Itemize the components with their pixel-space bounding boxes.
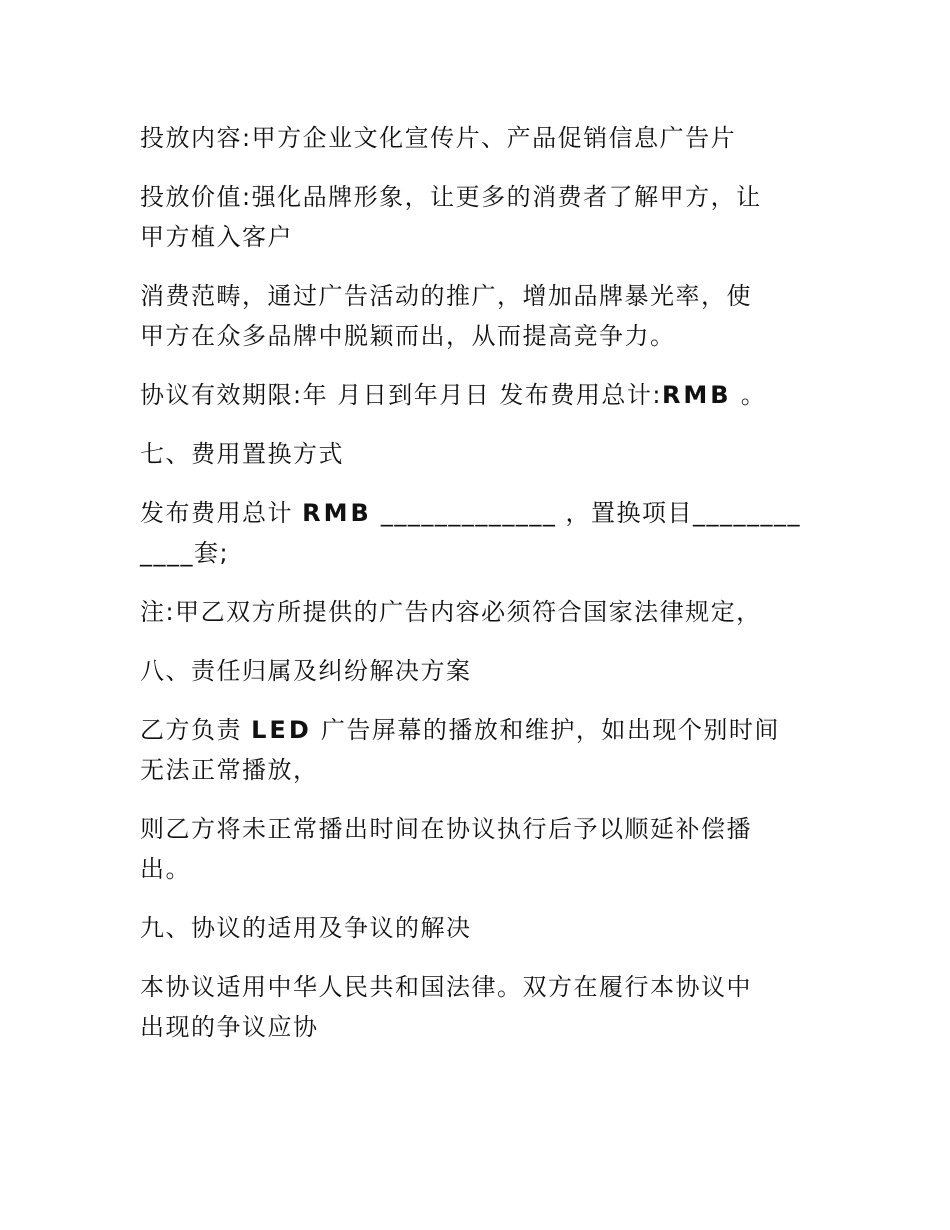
line: 本协议适用中华人民共和国法律。双方在履行本协议中: [140, 973, 752, 1001]
section-heading-7: [140, 434, 810, 474]
line: 则乙方将未正常播出时间在协议执行后予以顺延补偿播: [140, 815, 752, 843]
line: 投放内容:甲方企业文化宣传片、产品促销信息广告片: [140, 124, 737, 152]
text-segment: 发布费用总计: [140, 499, 303, 527]
document-body: [140, 118, 810, 1066]
text-segment: 协议有效期限:年 月日到年月日 发布费用总计:: [140, 381, 662, 409]
section-heading-8: [140, 651, 810, 691]
text-segment: ____套;: [140, 539, 230, 567]
paragraph-term-fee: [140, 375, 810, 415]
paragraph-compensation: [140, 809, 810, 889]
line: 甲方在众多品牌中脱颖而出，从而提高竞争力。: [140, 322, 676, 350]
paragraph-value: [140, 177, 810, 257]
text-segment: 无法正常播放，: [140, 756, 319, 784]
heading-text: 七、费用置换方式: [140, 440, 344, 468]
led-term: LED: [251, 716, 312, 744]
text-segment: 广告屏幕的播放和维护，如出现个别时间: [311, 716, 780, 744]
paragraph-note: [140, 592, 810, 632]
currency-rmb: RMB: [661, 381, 732, 409]
text-segment: 乙方负责: [140, 716, 252, 744]
section-heading-9: [140, 908, 810, 948]
line: 出现的争议应协: [140, 1013, 319, 1041]
currency-rmb: RMB: [302, 499, 372, 527]
paragraph-scope: [140, 276, 810, 356]
line: 消费范畴，通过广告活动的推广，增加品牌暴光率，使: [140, 282, 752, 310]
line: 投放价值:强化品牌形象，让更多的消费者了解甲方，让: [140, 183, 762, 211]
line: 甲方植入客户: [140, 223, 293, 251]
paragraph-governing-law: [140, 967, 810, 1047]
line: 注:甲乙双方所提供的广告内容必须符合国家法律规定，: [140, 598, 762, 626]
text-segment: 。: [731, 381, 767, 409]
heading-text: 八、责任归属及纠纷解决方案: [140, 657, 472, 685]
paragraph-responsibility: [140, 710, 810, 790]
text-segment: _____________ ，置换项目________: [371, 499, 802, 527]
paragraph-content: [140, 118, 810, 158]
heading-text: 九、协议的适用及争议的解决: [140, 914, 472, 942]
paragraph-fee-exchange: [140, 493, 810, 573]
line: 出。: [140, 855, 191, 883]
